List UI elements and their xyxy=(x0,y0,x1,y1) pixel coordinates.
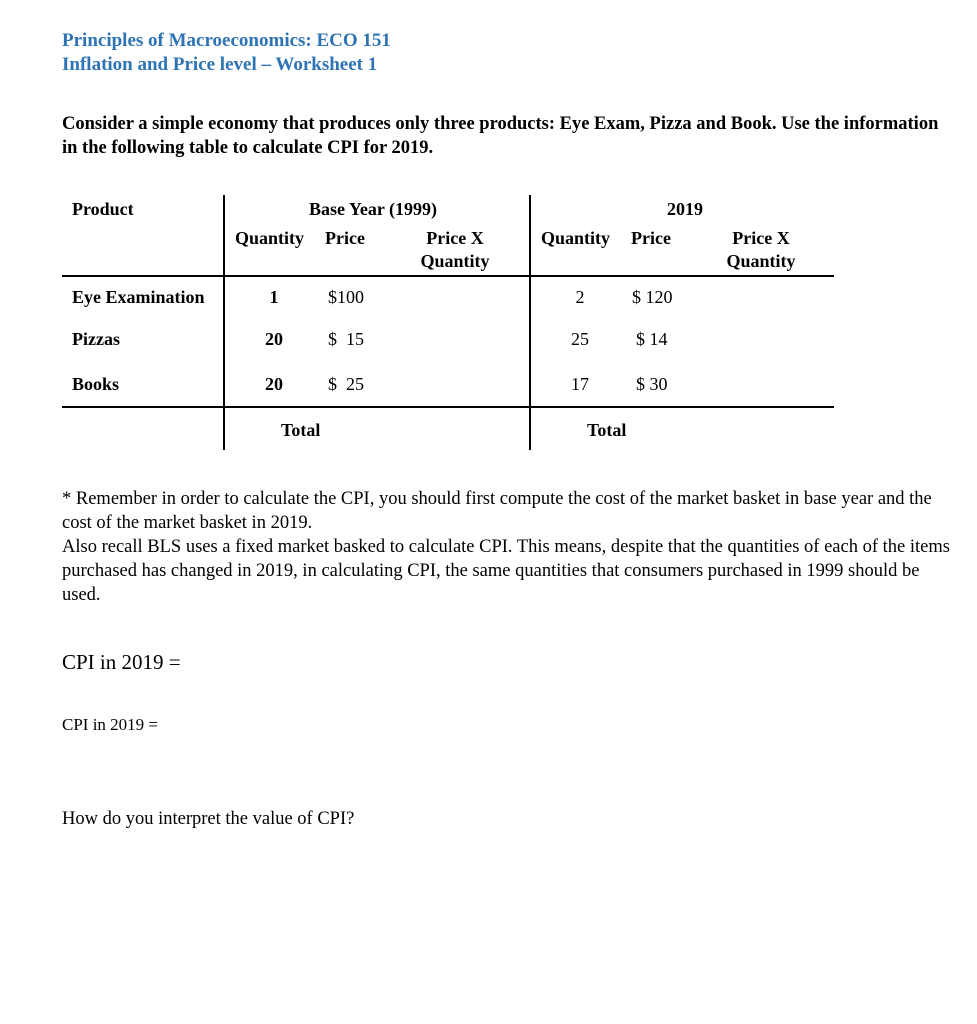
current-qty-books: 17 xyxy=(571,374,589,394)
current-price-pizzas: $ 14 xyxy=(636,329,668,349)
cpi-note xyxy=(62,487,952,607)
cpi-formula-small: CPI in 2019 = xyxy=(62,715,159,734)
worksheet-title: Inflation and Price level – Worksheet 1 xyxy=(62,54,378,75)
product-books: Books xyxy=(72,374,120,394)
intro-text: Consider a simple economy that produces only three products: Eye Exam, Pizza and Book. Use the information in the following table to calculate CPI for 2019. xyxy=(62,114,939,158)
note-paragraph-2: Also recall BLS uses a fixed market basked to calculate CPI. This means, despite that the quantities of each of the items purchased has changed in 2019, in calculating CPI, the same quantities that consumers purchased in 1999 should be used. xyxy=(62,537,950,605)
base-qty-pizzas: 20 xyxy=(265,329,283,349)
current-qty-eye-examination: 2 xyxy=(575,287,585,307)
base-price-books: $ 25 xyxy=(328,374,364,394)
current-year-header: 2019 xyxy=(667,199,703,219)
table-body-rule xyxy=(62,406,834,408)
table-header-rule xyxy=(62,275,834,277)
base-price-pizzas: $ 15 xyxy=(328,329,364,349)
base-pxq-header-line2: Quantity xyxy=(420,251,490,271)
base-qty-eye-examination: 1 xyxy=(269,287,279,307)
base-year-header: Base Year (1999) xyxy=(309,199,437,219)
product-pizzas: Pizzas xyxy=(72,329,120,349)
note-paragraph-1: * Remember in order to calculate the CPI, you should first compute the cost of the market basket in base year and the cost of the market basket in 2019. xyxy=(62,489,932,533)
product-eye-examination: Eye Examination xyxy=(72,287,205,307)
current-pxq-header-line1: Price X xyxy=(732,228,790,248)
course-title: Principles of Macroeconomics: ECO 151 xyxy=(62,30,391,51)
interpretation-question: How do you interpret the value of CPI? xyxy=(62,809,355,829)
current-qty-pizzas: 25 xyxy=(571,329,589,349)
cpi-formula-large: CPI in 2019 = xyxy=(62,650,181,674)
base-price-eye-examination: $100 xyxy=(328,287,364,307)
base-total-label: Total xyxy=(281,420,321,440)
base-pxq-header-line1: Price X xyxy=(426,228,484,248)
table-divider-year xyxy=(529,195,531,450)
base-qty-books: 20 xyxy=(265,374,283,394)
product-header: Product xyxy=(72,199,134,219)
current-price-books: $ 30 xyxy=(636,374,668,394)
current-pxq-header-line2: Quantity xyxy=(726,251,796,271)
current-price-header: Price xyxy=(631,228,671,248)
current-quantity-header: Quantity xyxy=(541,228,611,248)
base-price-header: Price xyxy=(325,228,365,248)
current-total-label: Total xyxy=(587,420,627,440)
current-price-eye-examination: $ 120 xyxy=(632,287,673,307)
table-divider-product xyxy=(223,195,225,450)
base-quantity-header: Quantity xyxy=(235,228,305,248)
